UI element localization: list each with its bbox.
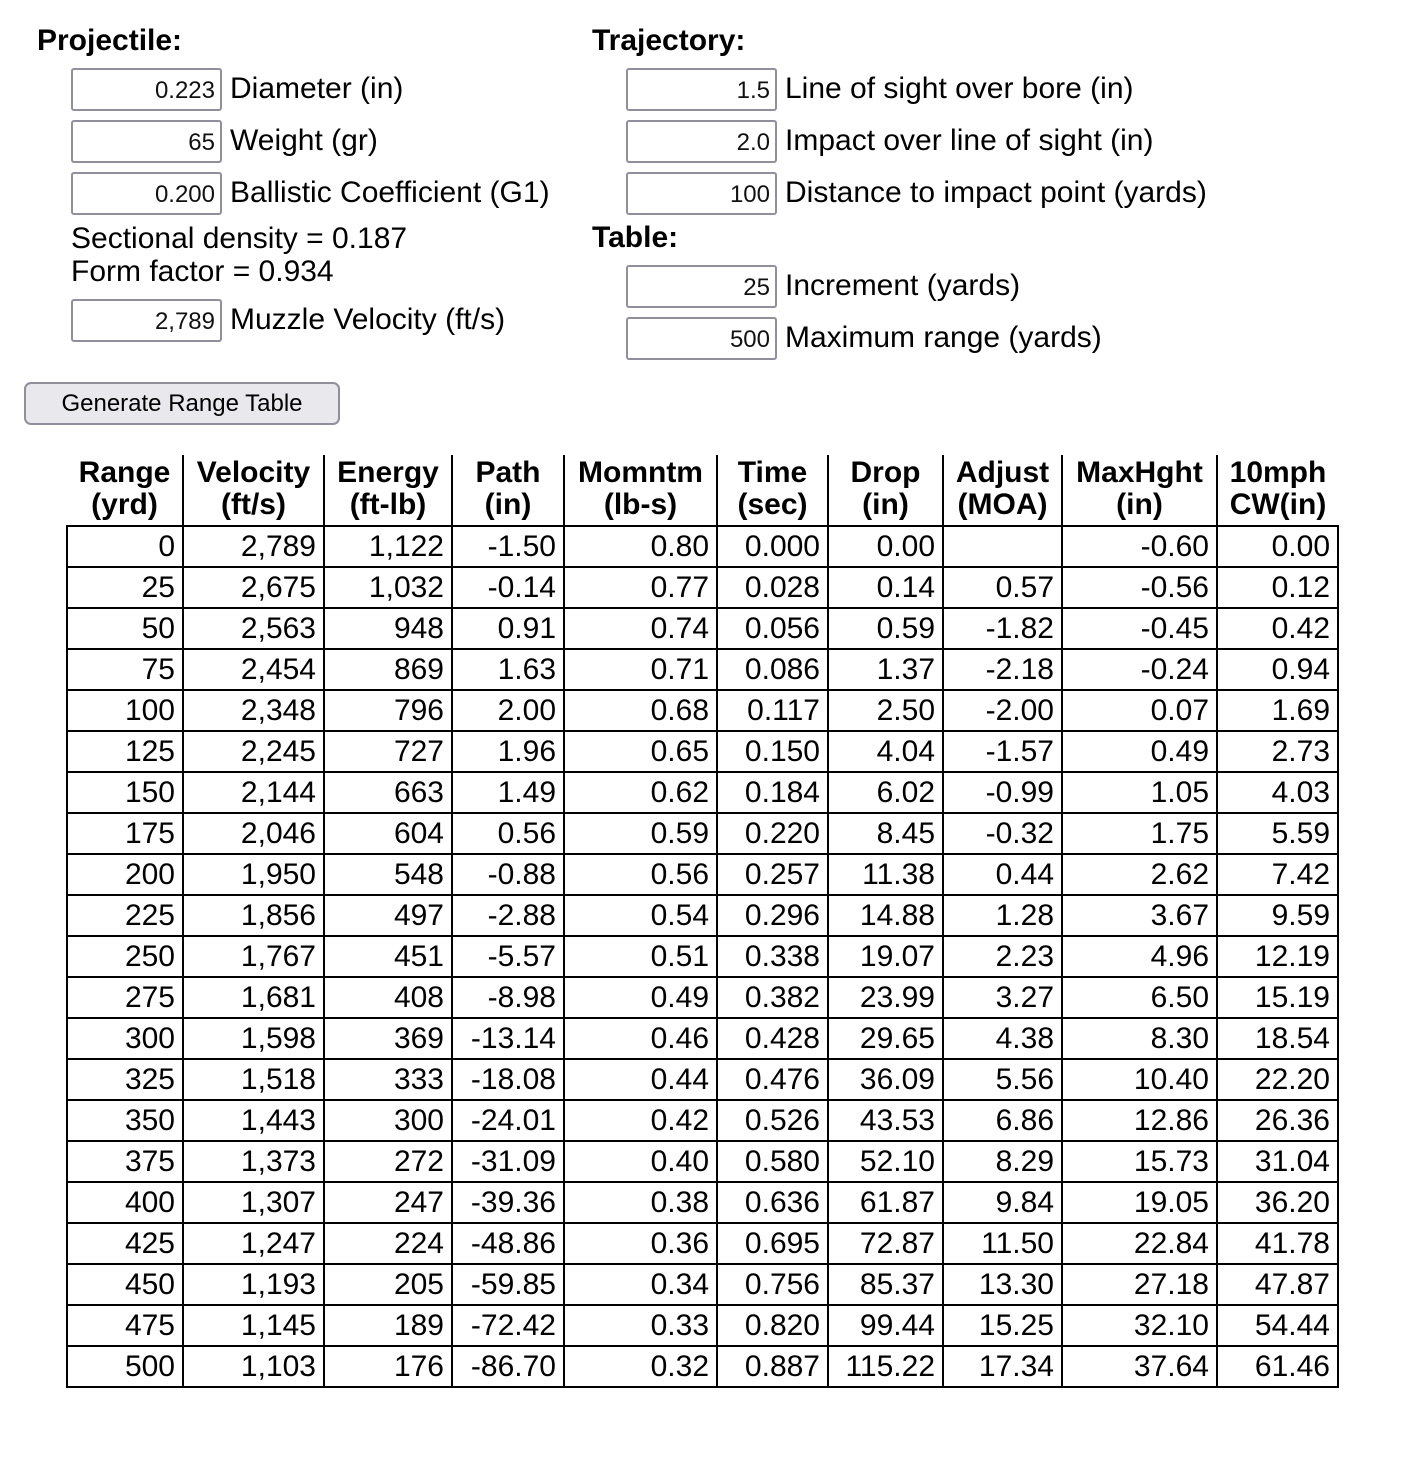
- cell-time: 0.820: [717, 1305, 828, 1346]
- cell-momentum: 0.49: [564, 977, 717, 1018]
- cell-momentum: 0.44: [564, 1059, 717, 1100]
- cell-crosswind: 9.59: [1217, 895, 1338, 936]
- cell-drop: 61.87: [828, 1182, 943, 1223]
- cell-adjust: 11.50: [943, 1223, 1062, 1264]
- cell-range: 225: [67, 895, 183, 936]
- cell-time: 0.338: [717, 936, 828, 977]
- cell-energy: 224: [324, 1223, 452, 1264]
- cell-crosswind: 0.42: [1217, 608, 1338, 649]
- cell-crosswind: 4.03: [1217, 772, 1338, 813]
- column-header-energy-unit: (ft-lb): [349, 488, 427, 521]
- cell-path: -5.57: [452, 936, 564, 977]
- cell-path: -24.01: [452, 1100, 564, 1141]
- cell-time: 0.257: [717, 854, 828, 895]
- cell-drop: 23.99: [828, 977, 943, 1018]
- cell-adjust: 0.57: [943, 567, 1062, 608]
- cell-range: 425: [67, 1223, 183, 1264]
- los-over-bore-label: Line of sight over bore (in): [785, 72, 1134, 105]
- cell-range: 175: [67, 813, 183, 854]
- cell-range: 500: [67, 1346, 183, 1387]
- cell-time: 0.526: [717, 1100, 828, 1141]
- cell-path: -8.98: [452, 977, 564, 1018]
- column-header-time-unit: (sec): [737, 488, 808, 521]
- range-table: [66, 455, 1339, 1388]
- cell-drop: 52.10: [828, 1141, 943, 1182]
- cell-range: 475: [67, 1305, 183, 1346]
- cell-velocity: 2,675: [183, 567, 324, 608]
- cell-momentum: 0.54: [564, 895, 717, 936]
- cell-momentum: 0.71: [564, 649, 717, 690]
- cell-time: 0.056: [717, 608, 828, 649]
- cell-velocity: 1,307: [183, 1182, 324, 1223]
- cell-range: 400: [67, 1182, 183, 1223]
- cell-drop: 1.37: [828, 649, 943, 690]
- cell-crosswind: 5.59: [1217, 813, 1338, 854]
- cell-velocity: 1,598: [183, 1018, 324, 1059]
- distance-to-impact-input[interactable]: [626, 172, 777, 215]
- cell-momentum: 0.59: [564, 813, 717, 854]
- muzzle-velocity-input[interactable]: [71, 299, 222, 342]
- muzzle-velocity-row: [71, 298, 505, 342]
- cell-maxheight: 6.50: [1062, 977, 1217, 1018]
- cell-drop: 8.45: [828, 813, 943, 854]
- cell-velocity: 2,245: [183, 731, 324, 772]
- column-header-path-title: Path: [475, 456, 541, 489]
- cell-velocity: 1,103: [183, 1346, 324, 1387]
- cell-crosswind: 15.19: [1217, 977, 1338, 1018]
- cell-crosswind: 18.54: [1217, 1018, 1338, 1059]
- impact-over-los-label: Impact over line of sight (in): [785, 124, 1154, 157]
- cell-adjust: -2.18: [943, 649, 1062, 690]
- cell-path: 0.91: [452, 608, 564, 649]
- weight-label: Weight (gr): [230, 124, 378, 157]
- column-header-maxheight-unit: (in): [1116, 488, 1163, 521]
- cell-drop: 29.65: [828, 1018, 943, 1059]
- table-row: [67, 1100, 1338, 1141]
- cell-path: -31.09: [452, 1141, 564, 1182]
- cell-time: 0.382: [717, 977, 828, 1018]
- cell-adjust: -2.00: [943, 690, 1062, 731]
- cell-maxheight: 15.73: [1062, 1141, 1217, 1182]
- cell-energy: 247: [324, 1182, 452, 1223]
- cell-adjust: 0.44: [943, 854, 1062, 895]
- cell-time: 0.117: [717, 690, 828, 731]
- increment-row: [626, 264, 1020, 308]
- cell-path: -2.88: [452, 895, 564, 936]
- muzzle-velocity-label: Muzzle Velocity (ft/s): [230, 303, 506, 336]
- column-header-range-unit: (yrd): [91, 488, 158, 521]
- table-row: [67, 1223, 1338, 1264]
- cell-momentum: 0.62: [564, 772, 717, 813]
- weight-input[interactable]: [71, 120, 222, 163]
- cell-crosswind: 7.42: [1217, 854, 1338, 895]
- cell-momentum: 0.56: [564, 854, 717, 895]
- column-header-adjust: [943, 455, 1062, 526]
- los-over-bore-input[interactable]: [626, 68, 777, 111]
- cell-adjust: -1.57: [943, 731, 1062, 772]
- column-header-drop-unit: (in): [862, 488, 909, 521]
- cell-energy: 796: [324, 690, 452, 731]
- column-header-maxheight: [1062, 455, 1217, 526]
- cell-crosswind: 0.94: [1217, 649, 1338, 690]
- cell-velocity: 1,856: [183, 895, 324, 936]
- cell-energy: 663: [324, 772, 452, 813]
- cell-maxheight: 27.18: [1062, 1264, 1217, 1305]
- cell-maxheight: 1.75: [1062, 813, 1217, 854]
- cell-path: 1.96: [452, 731, 564, 772]
- max-range-input[interactable]: [626, 317, 777, 360]
- cell-path: 2.00: [452, 690, 564, 731]
- table-row: [67, 895, 1338, 936]
- cell-velocity: 2,144: [183, 772, 324, 813]
- cell-momentum: 0.46: [564, 1018, 717, 1059]
- table-row: [67, 854, 1338, 895]
- table-heading: Table:: [592, 221, 679, 254]
- cell-time: 0.580: [717, 1141, 828, 1182]
- column-header-time-title: Time: [737, 456, 808, 489]
- cell-maxheight: 37.64: [1062, 1346, 1217, 1387]
- cell-crosswind: 26.36: [1217, 1100, 1338, 1141]
- cell-maxheight: -0.56: [1062, 567, 1217, 608]
- ballistic-coefficient-input[interactable]: [71, 172, 222, 215]
- column-header-momentum: [564, 455, 717, 526]
- cell-velocity: 2,789: [183, 526, 324, 567]
- column-header-crosswind-title: 10mph: [1229, 456, 1327, 489]
- impact-over-los-input[interactable]: [626, 120, 777, 163]
- cell-range: 125: [67, 731, 183, 772]
- cell-crosswind: 36.20: [1217, 1182, 1338, 1223]
- cell-range: 50: [67, 608, 183, 649]
- cell-momentum: 0.68: [564, 690, 717, 731]
- table-body: [67, 526, 1338, 1387]
- column-header-velocity-title: Velocity: [196, 456, 311, 489]
- cell-crosswind: 47.87: [1217, 1264, 1338, 1305]
- cell-maxheight: 12.86: [1062, 1100, 1217, 1141]
- cell-adjust: 3.27: [943, 977, 1062, 1018]
- cell-velocity: 1,247: [183, 1223, 324, 1264]
- cell-drop: 36.09: [828, 1059, 943, 1100]
- cell-maxheight: 0.49: [1062, 731, 1217, 772]
- cell-path: 0.56: [452, 813, 564, 854]
- table-row: [67, 649, 1338, 690]
- cell-adjust: 9.84: [943, 1182, 1062, 1223]
- cell-adjust: 2.23: [943, 936, 1062, 977]
- generate-range-table-button[interactable]: Generate Range Table: [24, 382, 340, 425]
- cell-range: 100: [67, 690, 183, 731]
- cell-range: 450: [67, 1264, 183, 1305]
- cell-energy: 176: [324, 1346, 452, 1387]
- column-header-range-title: Range: [78, 456, 171, 489]
- cell-path: -0.14: [452, 567, 564, 608]
- cell-energy: 497: [324, 895, 452, 936]
- column-header-drop-title: Drop: [850, 456, 921, 489]
- diameter-row: [71, 67, 403, 111]
- cell-path: -18.08: [452, 1059, 564, 1100]
- cell-velocity: 2,046: [183, 813, 324, 854]
- cell-momentum: 0.36: [564, 1223, 717, 1264]
- cell-momentum: 0.51: [564, 936, 717, 977]
- column-header-crosswind-unit: CW(in): [1229, 488, 1327, 521]
- cell-drop: 14.88: [828, 895, 943, 936]
- cell-drop: 4.04: [828, 731, 943, 772]
- cell-velocity: 1,373: [183, 1141, 324, 1182]
- column-header-energy: [324, 455, 452, 526]
- diameter-input[interactable]: [71, 68, 222, 111]
- cell-velocity: 2,563: [183, 608, 324, 649]
- cell-maxheight: -0.45: [1062, 608, 1217, 649]
- cell-time: 0.028: [717, 567, 828, 608]
- cell-range: 250: [67, 936, 183, 977]
- cell-path: -59.85: [452, 1264, 564, 1305]
- cell-maxheight: 0.07: [1062, 690, 1217, 731]
- column-header-time: [717, 455, 828, 526]
- cell-crosswind: 54.44: [1217, 1305, 1338, 1346]
- cell-adjust: 13.30: [943, 1264, 1062, 1305]
- table-row: [67, 977, 1338, 1018]
- column-header-adjust-unit: (MOA): [957, 488, 1048, 521]
- cell-range: 350: [67, 1100, 183, 1141]
- cell-time: 0.428: [717, 1018, 828, 1059]
- cell-range: 25: [67, 567, 183, 608]
- cell-maxheight: 8.30: [1062, 1018, 1217, 1059]
- weight-row: [71, 119, 378, 163]
- cell-momentum: 0.40: [564, 1141, 717, 1182]
- cell-momentum: 0.42: [564, 1100, 717, 1141]
- cell-adjust: 8.29: [943, 1141, 1062, 1182]
- cell-path: -86.70: [452, 1346, 564, 1387]
- cell-energy: 408: [324, 977, 452, 1018]
- cell-energy: 1,032: [324, 567, 452, 608]
- max-range-row: [626, 316, 1102, 360]
- cell-drop: 85.37: [828, 1264, 943, 1305]
- cell-drop: 0.00: [828, 526, 943, 567]
- cell-maxheight: 2.62: [1062, 854, 1217, 895]
- column-header-momentum-title: Momntm: [578, 456, 703, 489]
- table-row: [67, 813, 1338, 854]
- column-header-velocity-unit: (ft/s): [221, 488, 286, 521]
- cell-range: 150: [67, 772, 183, 813]
- cell-maxheight: 19.05: [1062, 1182, 1217, 1223]
- impact-over-los-row: [626, 119, 1153, 163]
- cell-range: 75: [67, 649, 183, 690]
- column-header-drop: [828, 455, 943, 526]
- cell-energy: 548: [324, 854, 452, 895]
- cell-crosswind: 41.78: [1217, 1223, 1338, 1264]
- cell-energy: 205: [324, 1264, 452, 1305]
- cell-velocity: 1,145: [183, 1305, 324, 1346]
- cell-velocity: 2,454: [183, 649, 324, 690]
- column-header-velocity: [183, 455, 324, 526]
- cell-path: 1.49: [452, 772, 564, 813]
- los-over-bore-row: [626, 67, 1134, 111]
- cell-time: 0.184: [717, 772, 828, 813]
- cell-momentum: 0.38: [564, 1182, 717, 1223]
- cell-momentum: 0.77: [564, 567, 717, 608]
- cell-path: -72.42: [452, 1305, 564, 1346]
- cell-maxheight: -0.60: [1062, 526, 1217, 567]
- cell-energy: 1,122: [324, 526, 452, 567]
- increment-input[interactable]: [626, 265, 777, 308]
- table-row: [67, 1264, 1338, 1305]
- column-header-path-unit: (in): [484, 488, 532, 521]
- cell-drop: 72.87: [828, 1223, 943, 1264]
- cell-adjust: 17.34: [943, 1346, 1062, 1387]
- cell-crosswind: 12.19: [1217, 936, 1338, 977]
- cell-drop: 6.02: [828, 772, 943, 813]
- cell-crosswind: 0.12: [1217, 567, 1338, 608]
- cell-range: 275: [67, 977, 183, 1018]
- cell-velocity: 1,681: [183, 977, 324, 1018]
- cell-time: 0.000: [717, 526, 828, 567]
- table-row: [67, 1346, 1338, 1387]
- cell-velocity: 1,950: [183, 854, 324, 895]
- cell-maxheight: 3.67: [1062, 895, 1217, 936]
- table-row: [67, 526, 1338, 567]
- distance-to-impact-label: Distance to impact point (yards): [785, 176, 1207, 209]
- cell-adjust: -1.82: [943, 608, 1062, 649]
- sectional-density-text: Sectional density = 0.187: [71, 222, 408, 255]
- cell-path: -39.36: [452, 1182, 564, 1223]
- table-row: [67, 731, 1338, 772]
- cell-path: -48.86: [452, 1223, 564, 1264]
- cell-path: 1.63: [452, 649, 564, 690]
- table-row: [67, 690, 1338, 731]
- trajectory-heading: Trajectory:: [592, 24, 746, 57]
- table-row: [67, 608, 1338, 649]
- cell-velocity: 1,443: [183, 1100, 324, 1141]
- projectile-heading: Projectile:: [37, 24, 183, 57]
- cell-crosswind: 31.04: [1217, 1141, 1338, 1182]
- cell-crosswind: 0.00: [1217, 526, 1338, 567]
- table-row: [67, 772, 1338, 813]
- form-factor-text: Form factor = 0.934: [71, 255, 334, 288]
- cell-maxheight: 4.96: [1062, 936, 1217, 977]
- cell-adjust: 4.38: [943, 1018, 1062, 1059]
- cell-time: 0.476: [717, 1059, 828, 1100]
- cell-path: -13.14: [452, 1018, 564, 1059]
- cell-crosswind: 61.46: [1217, 1346, 1338, 1387]
- cell-range: 300: [67, 1018, 183, 1059]
- max-range-label: Maximum range (yards): [785, 321, 1102, 354]
- cell-velocity: 2,348: [183, 690, 324, 731]
- cell-range: 375: [67, 1141, 183, 1182]
- cell-drop: 0.59: [828, 608, 943, 649]
- table-header-row: [67, 455, 1338, 526]
- cell-maxheight: 32.10: [1062, 1305, 1217, 1346]
- table-row: [67, 936, 1338, 977]
- cell-time: 0.220: [717, 813, 828, 854]
- table-row: [67, 1059, 1338, 1100]
- cell-adjust: 1.28: [943, 895, 1062, 936]
- cell-energy: 189: [324, 1305, 452, 1346]
- column-header-adjust-title: Adjust: [955, 456, 1050, 489]
- cell-time: 0.887: [717, 1346, 828, 1387]
- column-header-crosswind: [1217, 455, 1338, 526]
- cell-momentum: 0.33: [564, 1305, 717, 1346]
- cell-crosswind: 22.20: [1217, 1059, 1338, 1100]
- cell-drop: 99.44: [828, 1305, 943, 1346]
- cell-energy: 333: [324, 1059, 452, 1100]
- cell-energy: 727: [324, 731, 452, 772]
- column-header-path: [452, 455, 564, 526]
- cell-momentum: 0.65: [564, 731, 717, 772]
- cell-range: 325: [67, 1059, 183, 1100]
- cell-drop: 19.07: [828, 936, 943, 977]
- ballistic-coefficient-label: Ballistic Coefficient (G1): [230, 176, 550, 209]
- cell-momentum: 0.34: [564, 1264, 717, 1305]
- diameter-label: Diameter (in): [230, 72, 404, 105]
- increment-label: Increment (yards): [785, 269, 1021, 302]
- cell-range: 200: [67, 854, 183, 895]
- cell-velocity: 1,193: [183, 1264, 324, 1305]
- cell-energy: 948: [324, 608, 452, 649]
- distance-to-impact-row: [626, 171, 1207, 215]
- cell-adjust: -0.99: [943, 772, 1062, 813]
- cell-path: -0.88: [452, 854, 564, 895]
- cell-energy: 300: [324, 1100, 452, 1141]
- cell-drop: 0.14: [828, 567, 943, 608]
- cell-energy: 869: [324, 649, 452, 690]
- bc-row: [71, 171, 550, 215]
- cell-time: 0.756: [717, 1264, 828, 1305]
- cell-time: 0.695: [717, 1223, 828, 1264]
- table-row: [67, 1305, 1338, 1346]
- table-row: [67, 1141, 1338, 1182]
- cell-maxheight: 22.84: [1062, 1223, 1217, 1264]
- cell-momentum: 0.80: [564, 526, 717, 567]
- cell-time: 0.636: [717, 1182, 828, 1223]
- column-header-maxheight-title: MaxHght: [1076, 456, 1203, 489]
- column-header-range: [67, 455, 183, 526]
- cell-path: -1.50: [452, 526, 564, 567]
- cell-adjust: 15.25: [943, 1305, 1062, 1346]
- cell-crosswind: 2.73: [1217, 731, 1338, 772]
- cell-adjust: [943, 526, 1062, 567]
- cell-drop: 115.22: [828, 1346, 943, 1387]
- cell-time: 0.150: [717, 731, 828, 772]
- table-row: [67, 1018, 1338, 1059]
- cell-energy: 369: [324, 1018, 452, 1059]
- table-row: [67, 567, 1338, 608]
- cell-time: 0.086: [717, 649, 828, 690]
- cell-adjust: 5.56: [943, 1059, 1062, 1100]
- cell-velocity: 1,767: [183, 936, 324, 977]
- table-row: [67, 1182, 1338, 1223]
- cell-adjust: 6.86: [943, 1100, 1062, 1141]
- cell-adjust: -0.32: [943, 813, 1062, 854]
- cell-crosswind: 1.69: [1217, 690, 1338, 731]
- cell-energy: 604: [324, 813, 452, 854]
- column-header-momentum-unit: (lb-s): [603, 488, 678, 521]
- cell-maxheight: 1.05: [1062, 772, 1217, 813]
- cell-momentum: 0.74: [564, 608, 717, 649]
- cell-drop: 43.53: [828, 1100, 943, 1141]
- cell-momentum: 0.32: [564, 1346, 717, 1387]
- column-header-energy-title: Energy: [337, 456, 439, 489]
- cell-maxheight: 10.40: [1062, 1059, 1217, 1100]
- cell-energy: 272: [324, 1141, 452, 1182]
- cell-range: 0: [67, 526, 183, 567]
- cell-drop: 2.50: [828, 690, 943, 731]
- cell-time: 0.296: [717, 895, 828, 936]
- cell-velocity: 1,518: [183, 1059, 324, 1100]
- cell-energy: 451: [324, 936, 452, 977]
- cell-maxheight: -0.24: [1062, 649, 1217, 690]
- cell-drop: 11.38: [828, 854, 943, 895]
